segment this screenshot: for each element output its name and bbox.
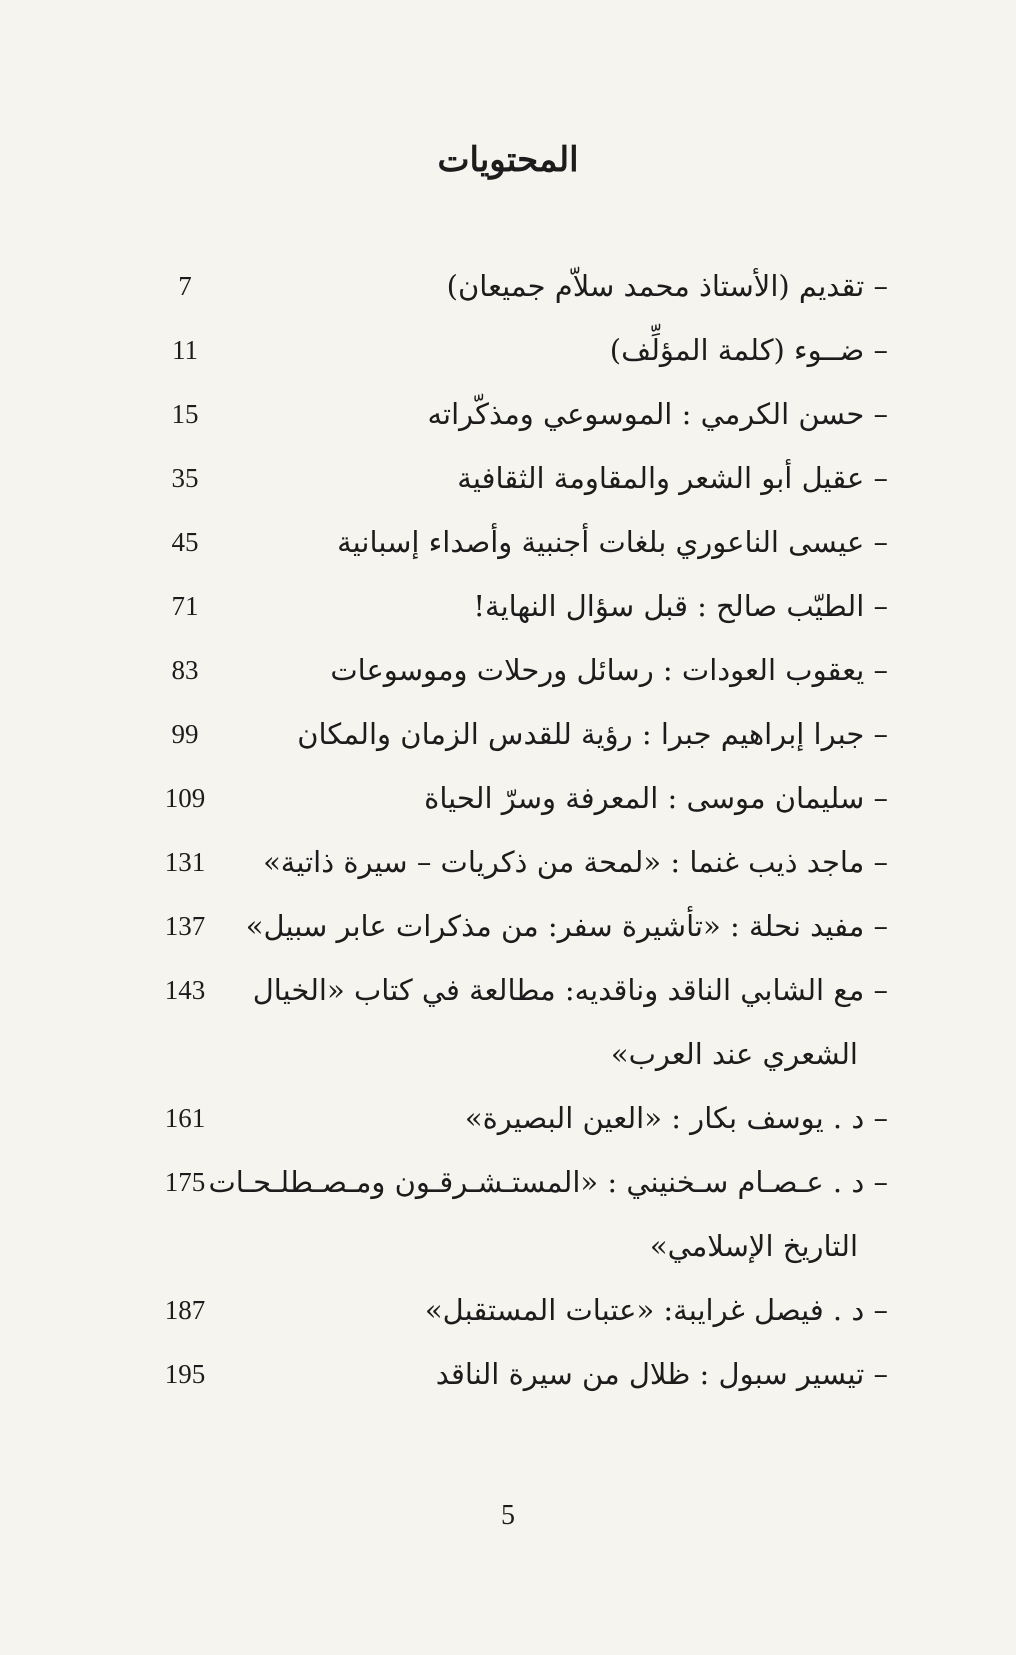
toc-page-number: 71 xyxy=(171,591,199,621)
toc-row xyxy=(0,770,1016,834)
toc-row xyxy=(0,962,1016,1026)
toc-entry-title: – مفيد نحلة : «تأشيرة سفر: من مذكرات عابر سبيل» xyxy=(245,909,888,943)
toc-row xyxy=(0,642,1016,706)
table-of-contents xyxy=(0,258,1016,1410)
toc-entry-title: – عيسى الناعوري بلغات أجنبية وأصداء إسبانية xyxy=(337,525,888,559)
toc-page-number: 175 xyxy=(164,1167,206,1197)
toc-page-number: 7 xyxy=(178,271,192,301)
toc-page-number: 83 xyxy=(171,655,199,685)
toc-page-number: 11 xyxy=(172,335,198,365)
toc-page-number: 195 xyxy=(164,1359,206,1389)
toc-page-number: 45 xyxy=(171,527,199,557)
toc-row xyxy=(0,514,1016,578)
toc-row xyxy=(0,1090,1016,1154)
page-title: المحتويات xyxy=(437,140,579,180)
toc-row xyxy=(0,1346,1016,1410)
toc-row-continuation xyxy=(0,1218,1016,1282)
toc-entry-title: – د . يوسف بكار : «العين البصيرة» xyxy=(464,1101,888,1135)
page-number-footer: 5 xyxy=(501,1500,515,1531)
toc-row xyxy=(0,258,1016,322)
toc-page-number: 131 xyxy=(164,847,206,877)
toc-row xyxy=(0,1282,1016,1346)
toc-row xyxy=(0,706,1016,770)
toc-page-number: 187 xyxy=(164,1295,206,1325)
toc-row xyxy=(0,834,1016,898)
toc-entry-title: – عقيل أبو الشعر والمقاومة الثقافية xyxy=(457,461,888,495)
toc-entry-title: – د . فيصل غرايبة: «عتبات المستقبل» xyxy=(424,1293,888,1327)
toc-entry-title: – تقديم (الأستاذ محمد سلاّم جميعان) xyxy=(446,269,888,303)
toc-row xyxy=(0,578,1016,642)
toc-row xyxy=(0,386,1016,450)
toc-row xyxy=(0,898,1016,962)
toc-entry-title: – تيسير سبول : ظلال من سيرة الناقد xyxy=(435,1357,888,1391)
toc-entry-title: – جبرا إبراهيم جبرا : رؤية للقدس الزمان والمكان xyxy=(297,717,888,751)
toc-row xyxy=(0,322,1016,386)
toc-entry-title: – د . عـصـام سـخنيني : «المستـشـرقـون ومـصـطلـحـات xyxy=(208,1165,888,1199)
toc-entry-title: – سليمان موسى : المعرفة وسرّ الحياة xyxy=(424,781,888,815)
toc-entry-title: – يعقوب العودات : رسائل ورحلات وموسوعات xyxy=(330,653,888,687)
toc-entry-title: – الطيّب صالح : قبل سؤال النهاية! xyxy=(473,589,888,623)
toc-page-number: 137 xyxy=(164,911,206,941)
toc-page-number: 35 xyxy=(171,463,199,493)
toc-page-number: 161 xyxy=(164,1103,206,1133)
toc-page-number: 143 xyxy=(164,975,206,1005)
toc-entry-title: التاريخ الإسلامي» xyxy=(649,1229,858,1263)
toc-entry-title: – ماجد ذيب غنما : «لمحة من ذكريات – سيرة ذاتية» xyxy=(263,845,888,879)
toc-entry-title: – حسن الكرمي : الموسوعي ومذكّراته xyxy=(427,397,888,431)
toc-entry-title: – مع الشابي الناقد وناقديه: مطالعة في كتاب «الخيال xyxy=(252,973,888,1007)
toc-page-number: 15 xyxy=(171,399,199,429)
toc-row xyxy=(0,450,1016,514)
toc-entry-title: – ضــوء (كلمة المؤلِّف) xyxy=(609,333,888,367)
toc-entry-title: الشعري عند العرب» xyxy=(610,1037,858,1071)
toc-page-number: 109 xyxy=(164,783,206,813)
toc-row-continuation xyxy=(0,1026,1016,1090)
toc-row xyxy=(0,1154,1016,1218)
toc-page-number: 99 xyxy=(171,719,199,749)
